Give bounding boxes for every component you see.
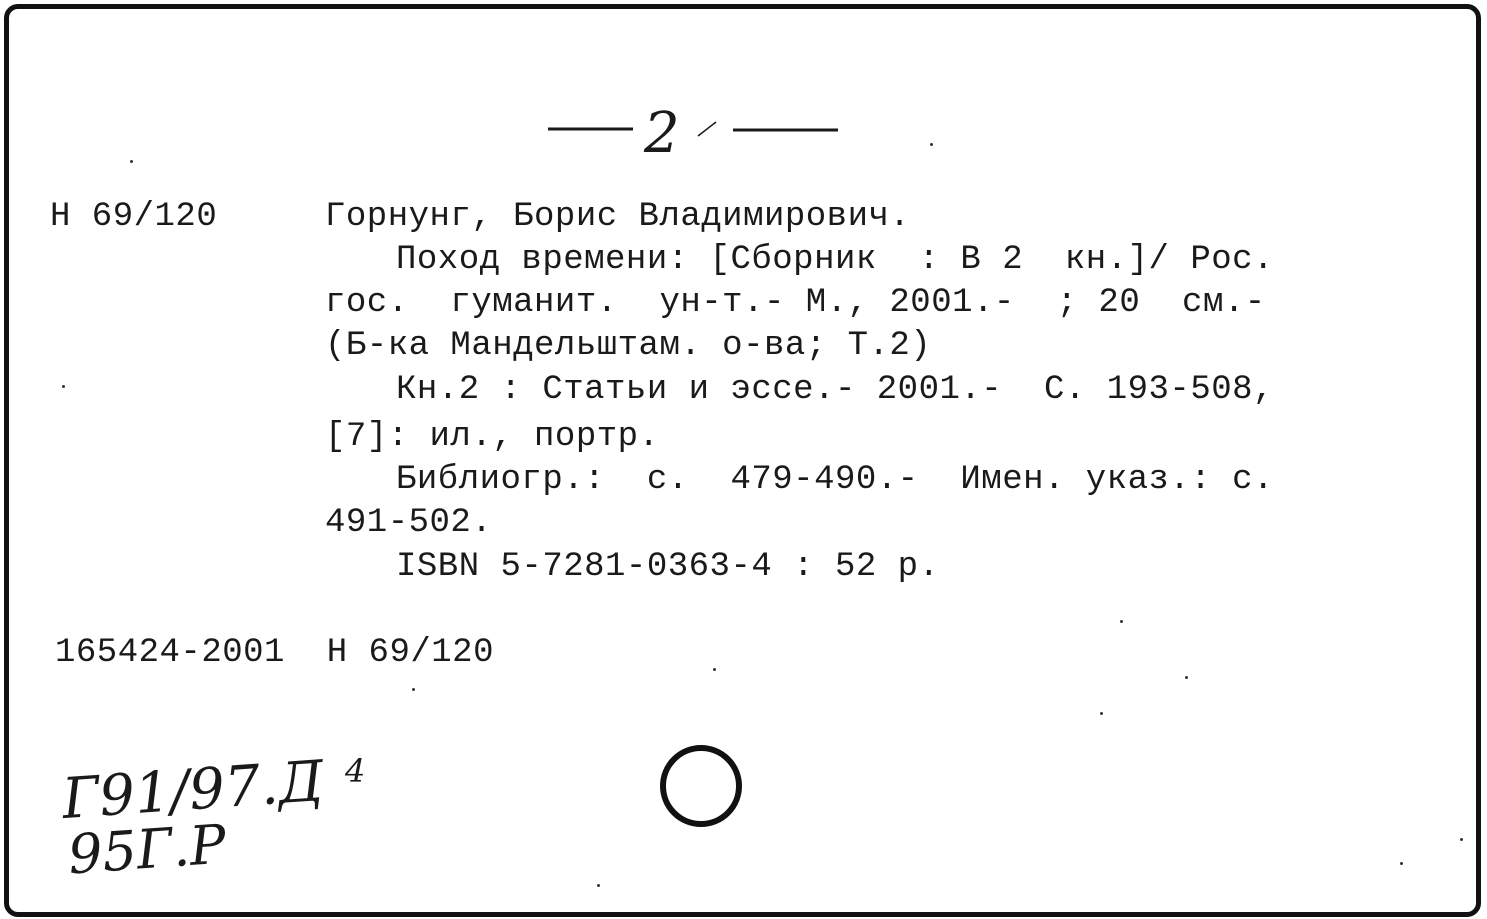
scan-speck xyxy=(713,668,716,671)
scan-speck xyxy=(930,143,933,146)
scan-speck xyxy=(1120,620,1123,623)
handwritten-code: 95Г.Р xyxy=(65,812,228,887)
volume-line-cont: [7]: ил., портр. xyxy=(325,418,660,456)
punch-hole xyxy=(660,745,742,827)
scan-speck xyxy=(130,160,133,163)
title-line: Поход времени: [Сборник : В 2 кн.]/ Рос. xyxy=(396,241,1274,279)
title-line-cont: гос. гуманит. ун-т.- М., 2001.- ; 20 см.- xyxy=(325,284,1266,322)
scan-speck xyxy=(412,688,415,691)
author-heading: Горнунг, Борис Владимирович. xyxy=(325,198,911,236)
series-line: (Б-ка Мандельштам. о-ва; Т.2) xyxy=(325,327,932,365)
volume-line: Кн.2 : Статьи и эссе.- 2001.- С. 193-508, xyxy=(396,371,1274,409)
scan-speck xyxy=(597,884,600,887)
handwritten-superscript: 4 xyxy=(345,752,366,790)
page-mark xyxy=(548,100,848,170)
scan-speck xyxy=(62,385,65,388)
scan-speck xyxy=(1185,676,1188,679)
inventory-number: 165424-2001 Н 69/120 xyxy=(55,634,494,672)
call-number: Н 69/120 xyxy=(50,198,218,236)
notes-line-cont: 491-502. xyxy=(325,504,493,542)
scan-speck xyxy=(1460,838,1463,841)
scan-speck xyxy=(1100,712,1103,715)
page-mark-number: 2 xyxy=(644,101,680,166)
notes-line: Библиогр.: с. 479-490.- Имен. указ.: с. xyxy=(396,461,1274,499)
handwritten-shelf-mark: Г91/97.Д xyxy=(60,748,326,833)
scan-speck xyxy=(1400,862,1403,865)
isbn-line: ISBN 5-7281-0363-4 : 52 р. xyxy=(396,548,940,586)
